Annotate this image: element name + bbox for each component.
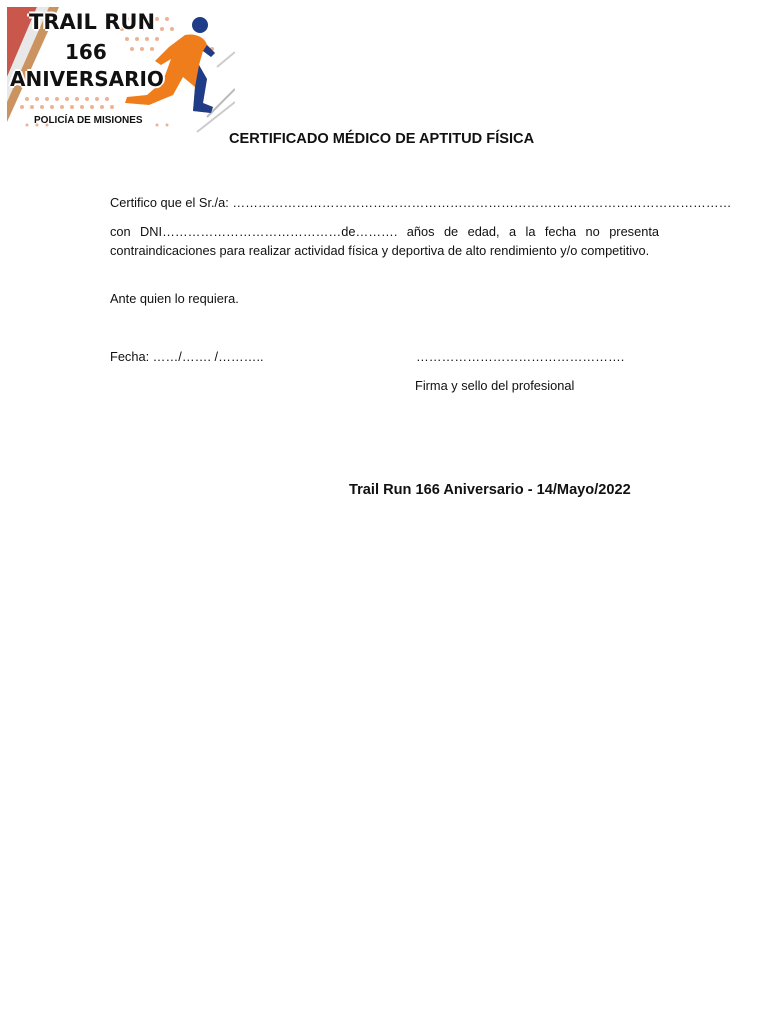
body-paragraph: con DNI……………………………………de………. años de edad, a la fecha no presenta contraindicaciones para realizar actividad física y deportiva de alto rendimiento y/o competitivo.: [110, 224, 659, 258]
signature-line: ………………………………………….: [416, 349, 625, 364]
certify-line: Certifico que el Sr./a: ………………………………………………………………………………………………………: [110, 195, 732, 210]
document-title: CERTIFICADO MÉDICO DE APTITUD FÍSICA: [229, 131, 535, 147]
event-logo: [7, 7, 235, 135]
logo-org-name: POLICÍA DE MISIONES: [34, 115, 143, 126]
logo-text-166: 166: [65, 40, 107, 64]
closing-line: Ante quien lo requiera.: [110, 291, 239, 306]
date-field: Fecha: ……/……. /………..: [110, 349, 264, 364]
logo-text-trail-run: TRAIL RUN: [29, 10, 156, 34]
signature-label: Firma y sello del profesional: [415, 378, 575, 393]
logo-text-aniversario: ANIVERSARIO: [10, 67, 164, 91]
event-footer: Trail Run 166 Aniversario - 14/Mayo/2022: [349, 482, 631, 498]
